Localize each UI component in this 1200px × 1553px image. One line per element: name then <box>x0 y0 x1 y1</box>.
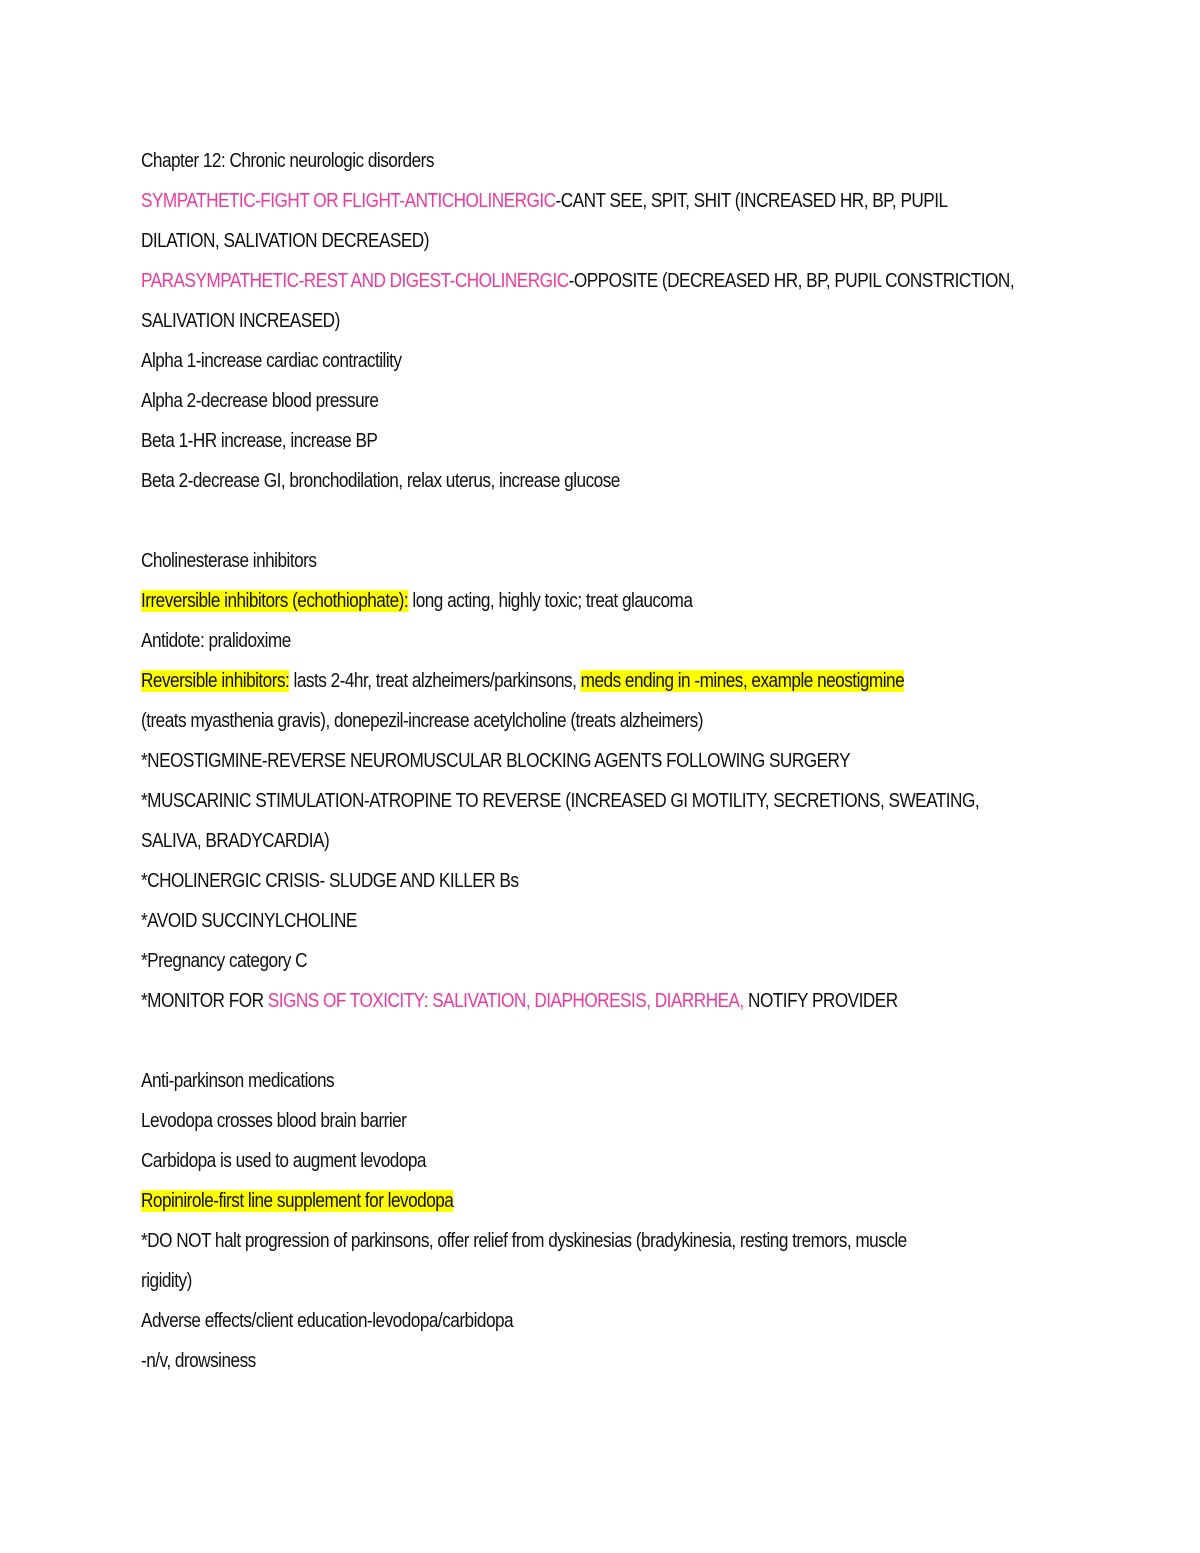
pink-text: SYMPATHETIC-FIGHT OR FLIGHT-ANTICHOLINERGIC <box>141 190 556 212</box>
text-segment: -OPPOSITE (DECREASED HR, BP, PUPIL CONSTRICTION, <box>568 270 1015 292</box>
text-segment: Antidote: pralidoxime <box>141 630 291 652</box>
text-segment: rigidity) <box>141 1270 192 1292</box>
text-line <box>141 341 941 381</box>
text-segment: *MUSCARINIC STIMULATION-ATROPINE TO REVERSE (INCREASED GI MOTILITY, SECRETIONS, SWEATING, <box>141 790 980 812</box>
highlighted-text: Ropinirole-first line supplement for levodopa <box>141 1190 454 1212</box>
text-segment: lasts 2-4hr, treat alzheimers/parkinsons, <box>289 670 581 692</box>
text-segment: NOTIFY PROVIDER <box>743 990 898 1012</box>
text-line <box>141 1341 941 1381</box>
text-line <box>141 1301 941 1341</box>
text-segment: Beta 1-HR increase, increase BP <box>141 430 378 452</box>
text-segment: -n/v, drowsiness <box>141 1350 256 1372</box>
text-segment: (treats myasthenia gravis), donepezil-increase acetylcholine (treats alzheimers) <box>141 710 703 732</box>
text-line <box>141 1181 941 1221</box>
text-line <box>141 301 941 341</box>
text-segment: *MONITOR FOR <box>141 990 268 1012</box>
text-line <box>141 821 941 861</box>
highlighted-text: Irreversible inhibitors (echothiophate): <box>141 590 409 612</box>
text-segment: *DO NOT halt progression of parkinsons, offer relief from dyskinesias (bradykinesia, resting tremors, muscle <box>141 1230 907 1252</box>
text-line <box>141 1141 941 1181</box>
highlighted-text: Reversible inhibitors: <box>141 670 290 692</box>
text-segment: Levodopa crosses blood brain barrier <box>141 1110 407 1132</box>
document-body <box>141 141 1071 1381</box>
text-line <box>141 781 980 821</box>
text-line <box>141 981 941 1021</box>
text-line <box>141 541 941 581</box>
text-line <box>141 661 941 701</box>
text-segment: DILATION, SALIVATION DECREASED) <box>141 230 429 252</box>
text-line <box>141 421 941 461</box>
text-line <box>141 861 941 901</box>
text-line <box>141 621 941 661</box>
text-line <box>141 261 1015 301</box>
text-segment: *Pregnancy category C <box>141 950 308 972</box>
text-segment: Carbidopa is used to augment levodopa <box>141 1150 426 1172</box>
text-segment: *AVOID SUCCINYLCHOLINE <box>141 910 357 932</box>
pink-text: SIGNS OF TOXICITY: SALIVATION, DIAPHORESIS, DIARRHEA, <box>267 990 744 1012</box>
document-title: Chapter 12: Chronic neurologic disorders <box>141 150 434 172</box>
text-segment: Beta 2-decrease GI, bronchodilation, relax uterus, increase glucose <box>141 470 620 492</box>
text-segment: Cholinesterase inhibitors <box>141 550 317 572</box>
text-line <box>141 181 948 221</box>
text-segment: Adverse effects/client education-levodopa/carbidopa <box>141 1310 514 1332</box>
text-line <box>141 1101 941 1141</box>
text-segment: long acting, highly toxic; treat glaucoma <box>408 590 693 612</box>
blank-line <box>141 1021 1071 1061</box>
text-segment: *NEOSTIGMINE-REVERSE NEUROMUSCULAR BLOCKING AGENTS FOLLOWING SURGERY <box>141 750 851 772</box>
text-segment: *CHOLINERGIC CRISIS- SLUDGE AND KILLER Bs <box>141 870 519 892</box>
text-line <box>141 1221 941 1261</box>
text-segment: Anti-parkinson medications <box>141 1070 335 1092</box>
text-line <box>141 741 941 781</box>
text-line <box>141 221 941 261</box>
text-segment: Alpha 2-decrease blood pressure <box>141 390 379 412</box>
text-line <box>141 381 941 421</box>
text-line <box>141 461 941 501</box>
blank-line <box>141 501 1071 541</box>
text-line <box>141 941 941 981</box>
text-segment: SALIVA, BRADYCARDIA) <box>141 830 330 852</box>
text-segment: SALIVATION INCREASED) <box>141 310 340 332</box>
highlighted-text: meds ending in -mines, example neostigmine <box>580 670 905 692</box>
text-line <box>141 1261 941 1301</box>
text-segment: -CANT SEE, SPIT, SHIT (INCREASED HR, BP, PUPIL <box>555 190 948 212</box>
text-line <box>141 701 941 741</box>
text-line <box>141 1061 941 1101</box>
text-line <box>141 901 941 941</box>
pink-text: PARASYMPATHETIC-REST AND DIGEST-CHOLINERGIC <box>141 270 569 292</box>
text-line <box>141 581 941 621</box>
text-segment: Alpha 1-increase cardiac contractility <box>141 350 402 372</box>
